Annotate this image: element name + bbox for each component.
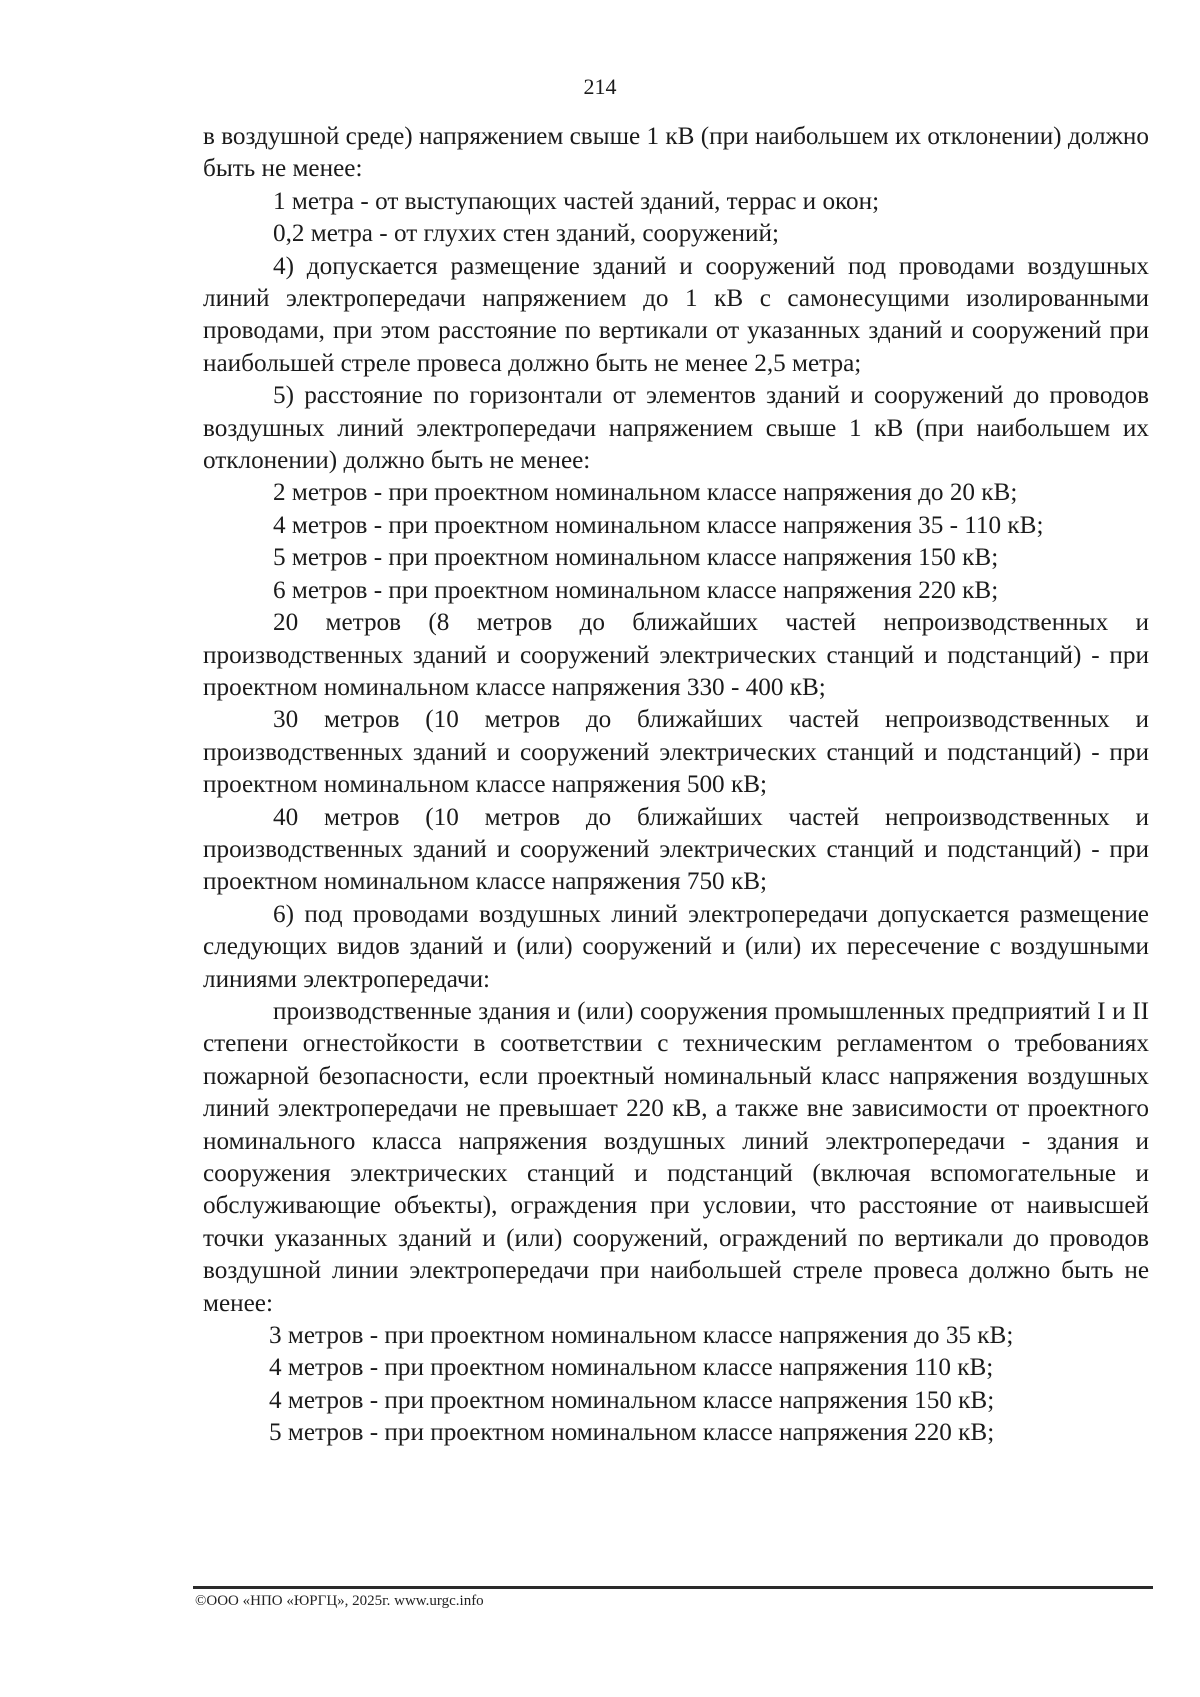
list-item: 0,2 метра - от глухих стен зданий, сооружений; (273, 220, 779, 248)
paragraph: 40 метров (10 метров до ближайших частей непроизводственных и производственных зданий и сооружений электрических станций и подстанций) - при проектном номинальном классе напряжения 750 кВ; (203, 803, 1149, 896)
footer-copyright: ©ООО «НПО «ЮРГЦ», 2025г. www.urgc.info (195, 1593, 484, 1609)
list-item: 4 метров - при проектном номинальном классе напряжения 150 кВ; (269, 1386, 995, 1414)
list-item: 2 метров - при проектном номинальном классе напряжения до 20 кВ; (273, 479, 1018, 507)
footer-divider (193, 1586, 1153, 1589)
list-item: 4 метров - при проектном номинальном классе напряжения 35 - 110 кВ; (273, 511, 1044, 539)
page-number: 214 (583, 74, 617, 99)
list-item: 3 метров - при проектном номинальном классе напряжения до 35 кВ; (269, 1322, 1014, 1350)
list-item: 1 метра - от выступающих частей зданий, террас и окон; (273, 187, 880, 215)
paragraph: 20 метров (8 метров до ближайших частей непроизводственных и производственных зданий и сооружений электрических станций и подстанций) - при проектном номинальном классе напряжения 330 - 400 кВ; (203, 609, 1149, 701)
paragraph: 30 метров (10 метров до ближайших частей непроизводственных и производственных зданий и сооружений электрических станций и подстанций) - при проектном номинальном классе напряжения 500 кВ; (203, 706, 1149, 799)
list-item: 5 метров - при проектном номинальном классе напряжения 150 кВ; (273, 544, 999, 572)
paragraph: 6) под проводами воздушных линий электропередачи допускается размещение следующих видов зданий и (или) сооружений и (или) их пересечение с воздушными линиями электропередачи: (203, 900, 1149, 993)
paragraph: в воздушной среде) напряжением свыше 1 кВ (при наибольшем их отклонении) должно быть не менее: (203, 123, 1149, 183)
list-item: 4 метров - при проектном номинальном классе напряжения 110 кВ; (269, 1354, 994, 1382)
paragraph: 5) расстояние по горизонтали от элементов зданий и сооружений до проводов воздушных линий электропередачи напряжением свыше 1 кВ (при наибольшем их отклонении) должно быть не менее: (203, 382, 1149, 475)
list-item: 6 метров - при проектном номинальном классе напряжения 220 кВ; (273, 576, 999, 604)
paragraph: 4) допускается размещение зданий и сооружений под проводами воздушных линий электропередачи напряжением до 1 кВ с самонесущими изолированными проводами, при этом расстояние по вертикали от указанных зданий и сооружений при наибольшей стреле провеса должно быть не менее 2,5 метра; (203, 252, 1149, 377)
document-body (203, 121, 1149, 1450)
list-item: 5 метров - при проектном номинальном классе напряжения 220 кВ; (269, 1419, 995, 1447)
paragraph: производственные здания и (или) сооружения промышленных предприятий I и II степени огнестойкости в соответствии с техническим регламентом о требованиях пожарной безопасности, если проектный номинальный класс напряжения воздушных линий электропередачи не превышает 220 кВ, а также вне зависимости от проектного номинального класса напряжения воздушных линий электропередачи - здания и сооружения электрических станций и подстанций (включая вспомогательные и обслуживающие объекты), ограждения при условии, что расстояние от наивысшей точки указанных зданий и (или) сооружений, ограждений по вертикали до проводов воздушной линии электропередачи при наибольшей стреле провеса должно быть не менее: (203, 997, 1149, 1317)
